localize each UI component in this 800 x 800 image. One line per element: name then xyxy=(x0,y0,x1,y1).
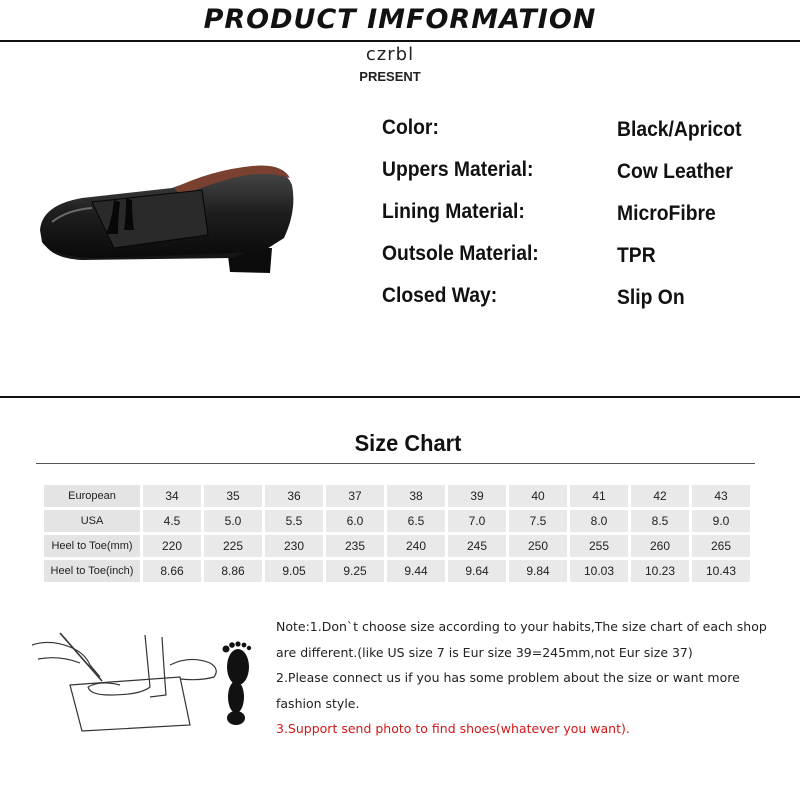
size-cell: 7.0 xyxy=(448,510,506,532)
size-cell: 38 xyxy=(387,485,445,507)
size-cell: 255 xyxy=(570,535,628,557)
row-header: USA xyxy=(44,510,140,532)
header-divider xyxy=(0,40,800,42)
product-shoe-image xyxy=(22,130,312,290)
size-notes xyxy=(276,614,786,742)
size-cell: 35 xyxy=(204,485,262,507)
row-header: Heel to Toe(mm) xyxy=(44,535,140,557)
spec-label-uppers: Uppers Material: xyxy=(382,158,534,181)
size-cell: 5.5 xyxy=(265,510,323,532)
size-cell: 9.05 xyxy=(265,560,323,582)
spec-label-color: Color: xyxy=(382,116,439,139)
spec-label-lining: Lining Material: xyxy=(382,200,525,223)
table-row xyxy=(44,510,750,532)
spec-label-closed-way: Closed Way: xyxy=(382,284,498,307)
page-title: PRODUCT IMFORMATION xyxy=(203,4,597,35)
size-cell: 10.43 xyxy=(692,560,750,582)
row-header: European xyxy=(44,485,140,507)
note-line-2: 2.Please connect us if you has some problem about the size or want more fashion style. xyxy=(276,670,740,711)
spec-value-closed-way: Slip On xyxy=(617,286,685,309)
table-row xyxy=(44,485,750,507)
spec-value-lining: MicroFibre xyxy=(617,202,716,225)
size-cell: 6.0 xyxy=(326,510,384,532)
size-cell: 7.5 xyxy=(509,510,567,532)
size-cell: 225 xyxy=(204,535,262,557)
size-cell: 245 xyxy=(448,535,506,557)
foot-measure-illustration xyxy=(30,625,260,735)
size-cell: 235 xyxy=(326,535,384,557)
size-cell: 9.0 xyxy=(692,510,750,532)
brand-logo: czrbl xyxy=(365,44,415,65)
size-cell: 39 xyxy=(448,485,506,507)
size-cell: 230 xyxy=(265,535,323,557)
size-cell: 43 xyxy=(692,485,750,507)
section-divider xyxy=(0,396,800,398)
size-cell: 8.0 xyxy=(570,510,628,532)
spec-value-uppers: Cow Leather xyxy=(617,160,733,183)
size-cell: 40 xyxy=(509,485,567,507)
spec-label-outsole: Outsole Material: xyxy=(382,242,539,265)
size-cell: 9.44 xyxy=(387,560,445,582)
size-cell: 42 xyxy=(631,485,689,507)
size-cell: 5.0 xyxy=(204,510,262,532)
size-cell: 41 xyxy=(570,485,628,507)
table-row xyxy=(44,535,750,557)
size-cell: 8.86 xyxy=(204,560,262,582)
size-cell: 34 xyxy=(143,485,201,507)
size-cell: 265 xyxy=(692,535,750,557)
size-chart-underline xyxy=(36,463,755,464)
table-row xyxy=(44,560,750,582)
size-chart-table xyxy=(41,482,753,585)
spec-value-outsole: TPR xyxy=(617,244,656,267)
size-chart-title: Size Chart xyxy=(354,430,462,456)
size-cell: 220 xyxy=(143,535,201,557)
size-cell: 9.64 xyxy=(448,560,506,582)
size-cell: 9.25 xyxy=(326,560,384,582)
note-line-1: Note:1.Don`t choose size according to your habits,The size chart of each shop are different.(like US size 7 is Eur size 39=245mm,not Eur size 37) xyxy=(276,619,767,660)
size-cell: 6.5 xyxy=(387,510,445,532)
size-cell: 9.84 xyxy=(509,560,567,582)
size-cell: 10.03 xyxy=(570,560,628,582)
note-line-3: 3.Support send photo to find shoes(whatever you want). xyxy=(276,721,630,736)
row-header: Heel to Toe(inch) xyxy=(44,560,140,582)
present-label: PRESENT xyxy=(359,69,421,84)
size-cell: 8.5 xyxy=(631,510,689,532)
size-cell: 37 xyxy=(326,485,384,507)
size-cell: 4.5 xyxy=(143,510,201,532)
size-cell: 260 xyxy=(631,535,689,557)
size-cell: 36 xyxy=(265,485,323,507)
size-cell: 240 xyxy=(387,535,445,557)
size-cell: 250 xyxy=(509,535,567,557)
size-cell: 8.66 xyxy=(143,560,201,582)
spec-value-color: Black/Apricot xyxy=(617,118,742,141)
size-cell: 10.23 xyxy=(631,560,689,582)
